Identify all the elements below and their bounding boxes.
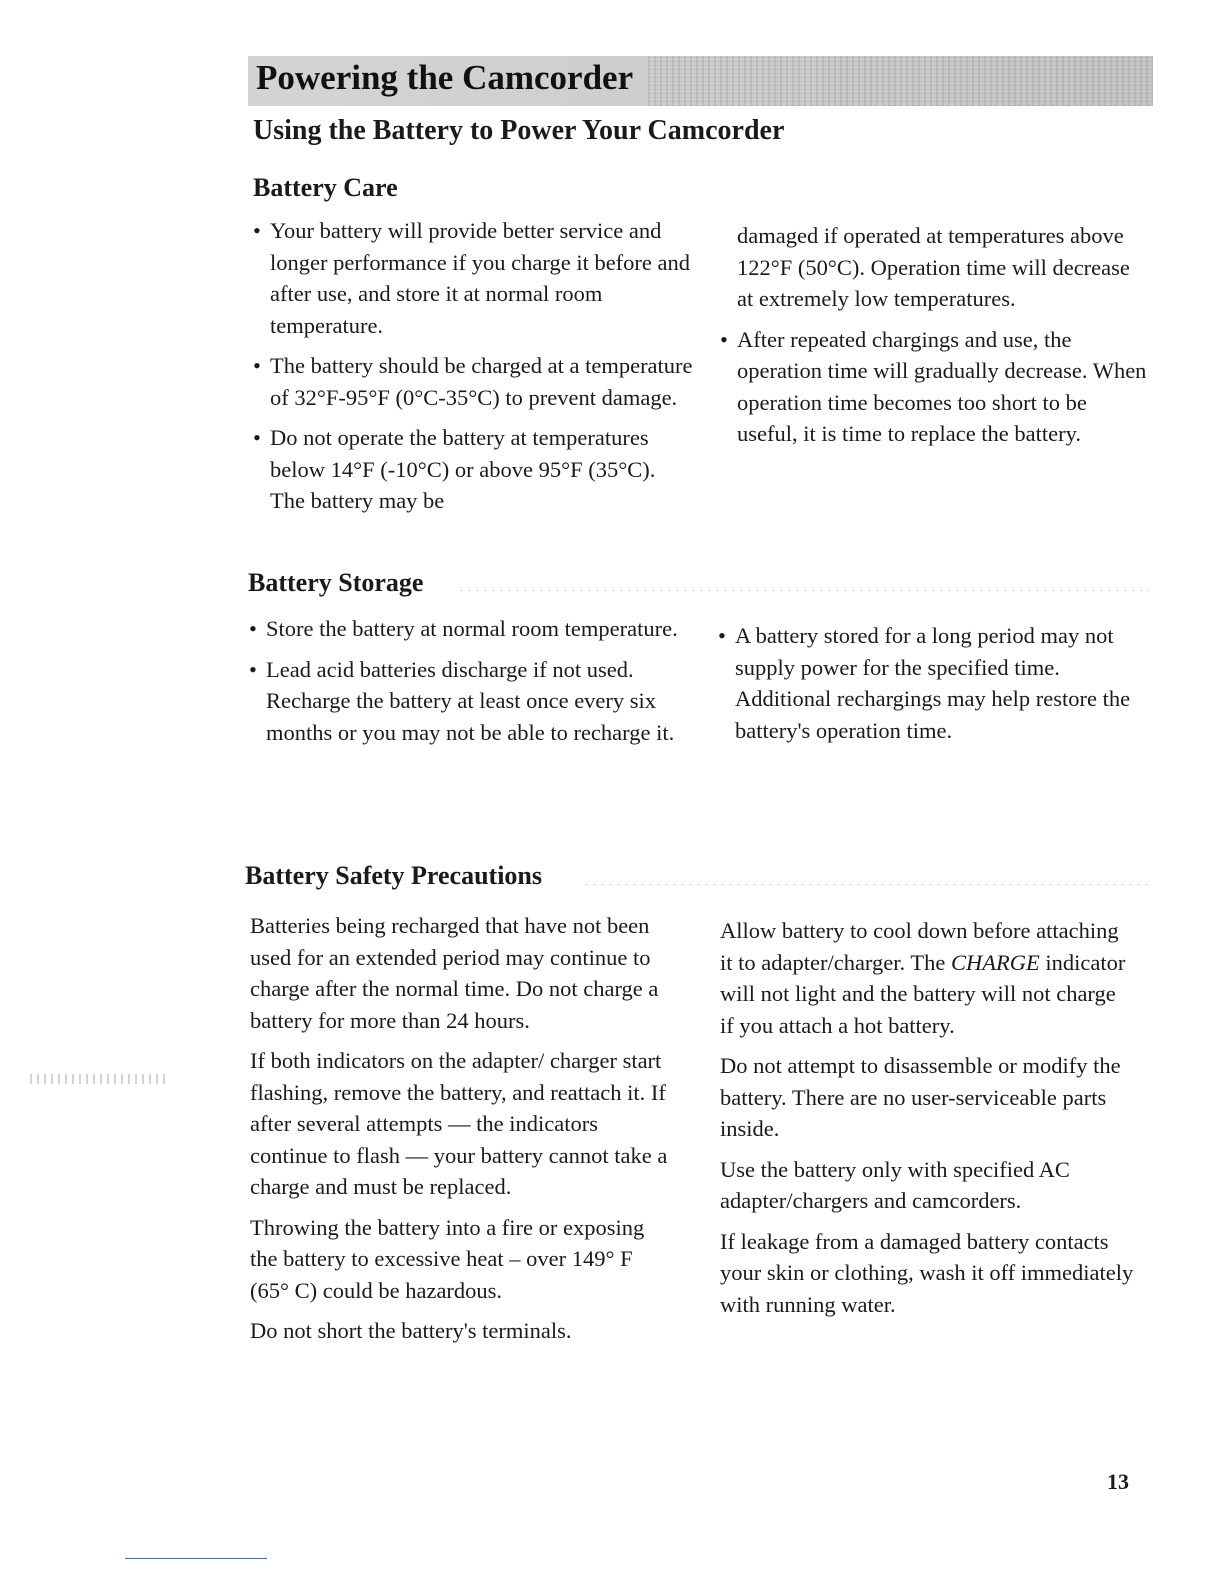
heading-rule [460, 590, 1150, 591]
list-item: • Store the battery at normal room temperature. [249, 613, 689, 645]
section-subtitle: Using the Battery to Power Your Camcorder [253, 115, 785, 146]
list-item: • Your battery will provide better service and longer performance if you charge it before and after use, and store it at normal room temperature. [253, 215, 693, 341]
heading-rule [585, 884, 1150, 885]
list-item: • Do not operate the battery at temperatures below 14°F (-10°C) or above 95°F (35°C). The battery may be [253, 422, 693, 517]
list-item: • Lead acid batteries discharge if not used. Recharge the battery at least once every six months or you may not be able to recharge it. [249, 654, 689, 749]
paragraph: Use the battery only with specified AC adapter/chargers and camcorders. [720, 1156, 1070, 1213]
footer-rule [125, 1558, 267, 1559]
battery-storage-heading: Battery Storage [248, 568, 424, 597]
battery-storage-left-column [249, 613, 689, 757]
scan-noise [30, 1074, 170, 1084]
page-number: 13 [1107, 1469, 1129, 1494]
paragraph: Batteries being recharged that have not been used for an extended period may continue to charge after the normal time. Do not charge a battery for more than 24 hours. [250, 913, 659, 1033]
paragraph: If both indicators on the adapter/ charger start flashing, remove the battery, and reattach it. If after several attempts — the indicators continue to flash — your battery cannot take a charge and must be replaced. [250, 1048, 668, 1199]
paragraph: Do not short the battery's terminals. [250, 1318, 572, 1343]
battery-care-heading: Battery Care [253, 173, 398, 202]
continued-paragraph: damaged if operated at temperatures above 122°F (50°C). Operation time will decrease at extremely low temperatures. [737, 223, 1130, 311]
paragraph: Allow battery to cool down before attaching it to adapter/charger. The CHARGE indicator will not light and the battery will not charge if you attach a hot battery. [720, 918, 1126, 1038]
battery-storage-right-column [718, 620, 1153, 755]
paragraph: Do not attempt to disassemble or modify the battery. There are no user-serviceable parts inside. [720, 1053, 1121, 1141]
paragraph: Throwing the battery into a fire or exposing the battery to excessive heat – over 149° F (65° C) could be hazardous. [250, 1214, 645, 1303]
battery-care-left-column [253, 215, 693, 526]
list-item: • The battery should be charged at a temperature of 32°F-95°F (0°C-35°C) to prevent damage. [253, 350, 693, 413]
battery-safety-left-column [250, 910, 670, 1356]
battery-care-right-column [720, 220, 1150, 459]
battery-safety-heading: Battery Safety Precautions [245, 861, 543, 890]
paragraph: If leakage from a damaged battery contacts your skin or clothing, wash it off immediately with running water. [720, 1228, 1134, 1317]
list-item: • A battery stored for a long period may not supply power for the specified time. Additional rechargings may help restore the battery's operation time. [718, 620, 1153, 746]
page-banner [248, 56, 1153, 106]
charge-indicator-label: CHARGE [950, 949, 1040, 975]
battery-safety-right-column [720, 915, 1135, 1329]
page-title: Powering the Camcorder [256, 58, 634, 97]
list-item: • After repeated chargings and use, the operation time will gradually decrease. When operation time becomes too short to be useful, it is time to replace the battery. [720, 324, 1150, 450]
